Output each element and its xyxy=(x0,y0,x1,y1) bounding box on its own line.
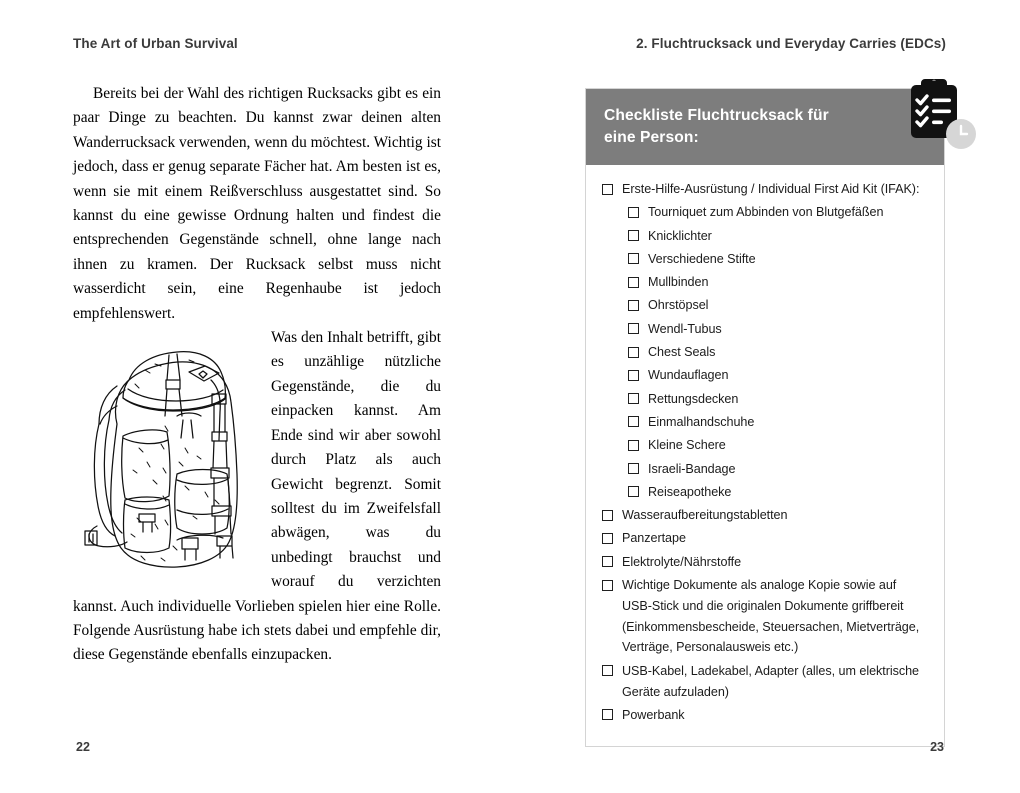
clock-icon xyxy=(945,118,977,150)
checklist-item-label: Panzertape xyxy=(622,531,686,546)
checkbox-icon[interactable] xyxy=(628,323,639,334)
checklist-item[interactable] xyxy=(602,705,928,726)
checklist-item-label: Reiseapotheke xyxy=(648,484,732,499)
checkbox-icon[interactable] xyxy=(628,277,639,288)
checkbox-icon[interactable] xyxy=(628,463,639,474)
page-number-left: 22 xyxy=(76,740,90,754)
checklist-item-label: Powerbank xyxy=(622,707,685,722)
checklist-item[interactable] xyxy=(628,459,928,480)
checklist-item-label: Rettungsdecken xyxy=(648,391,739,406)
body-paragraph-1: Bereits bei der Wahl des richtigen Rucksacks gibt es ein paar Dinge zu beachten. Du kannst zwar deinen alten Wanderrucksack verwenden, wenn du möchtest. Wichtig ist jedoch, dass er genug separate Fächer hat. Am besten ist es, wenn sie mit einem Reißverschluss ausgestattet sind. So kannst du eine gewisse Ordnung halten und findest die entsprechenden Gegenstände schnell, ohne lange nach ihnen zu kramen. Der Rucksack selbst muss nicht wasserdicht sein, eine Regenhaube ist jedoch empfehlenswert. xyxy=(73,85,441,322)
checklist-item[interactable] xyxy=(602,505,928,526)
checklist-items xyxy=(602,179,928,726)
checklist-item[interactable] xyxy=(602,179,928,200)
checklist-item-label: Israeli-Bandage xyxy=(648,461,736,476)
checklist-item-label: Elektrolyte/Nährstoffe xyxy=(622,554,742,569)
body-paragraph-2: Was den Inhalt betrifft, gibt es unzählige nützliche Gegenstände, die du einpacken kannst. Am Ende sind wir aber sowohl durch Platz als auch Gewicht begrenzt. Somit solltest du im Zweifelsfall abwägen, was du unbedingt brauchst und worauf du verzichten kannst. Auch individuelle Vorlieben spielen hier eine Rolle. Folgende Ausrüstung habe ich stets dabei und empfehle dir, diese Gegenstände ebenfalls einzupacken. xyxy=(73,329,441,664)
checkbox-icon[interactable] xyxy=(628,393,639,404)
checkbox-icon[interactable] xyxy=(628,370,639,381)
checklist-item[interactable] xyxy=(628,435,928,456)
checkbox-icon[interactable] xyxy=(602,580,613,591)
checkbox-icon[interactable] xyxy=(628,440,639,451)
checklist-item-label: Wasseraufbereitungstabletten xyxy=(622,508,788,523)
checkbox-icon[interactable] xyxy=(628,207,639,218)
checklist-item[interactable] xyxy=(628,319,928,340)
checkbox-icon[interactable] xyxy=(628,347,639,358)
checklist-item[interactable] xyxy=(602,661,928,703)
checklist-item[interactable] xyxy=(628,482,928,503)
checklist-item[interactable] xyxy=(628,249,928,270)
checklist-header xyxy=(586,89,944,165)
checklist-item-label: Ohrstöpsel xyxy=(648,298,709,313)
page-number-right: 23 xyxy=(930,740,944,754)
checklist-item-label: Erste-Hilfe-Ausrüstung / Individual First Aid Kit (IFAK): xyxy=(622,182,920,196)
checkbox-icon[interactable] xyxy=(602,665,613,676)
checkbox-icon[interactable] xyxy=(628,253,639,264)
checklist-item-label: Wundauflagen xyxy=(648,368,729,383)
checklist-item[interactable] xyxy=(628,202,928,223)
checklist-item[interactable] xyxy=(628,412,928,433)
checklist-item[interactable] xyxy=(628,389,928,410)
checklist-item[interactable] xyxy=(628,365,928,386)
checklist-icon-group xyxy=(905,74,981,150)
checkbox-icon[interactable] xyxy=(628,486,639,497)
checklist-body xyxy=(586,165,944,746)
checkbox-icon[interactable] xyxy=(602,556,613,567)
checklist-item-label: Kleine Schere xyxy=(648,438,726,453)
checkbox-icon[interactable] xyxy=(602,510,613,521)
running-head-right: 2. Fluchtrucksack und Everyday Carries (EDCs) xyxy=(636,36,946,51)
checkbox-icon[interactable] xyxy=(602,533,613,544)
checklist-item-label: Einmalhandschuhe xyxy=(648,414,755,429)
checklist-item-label: Knicklichter xyxy=(648,228,712,243)
checklist-item[interactable] xyxy=(628,342,928,363)
checklist-item-label: Wichtige Dokumente als analoge Kopie sowie auf USB-Stick und die originalen Dokumente griffbereit (Einkommensbescheide, Steuersachen, Mietverträge, Verträge, Personalausweis etc.) xyxy=(622,578,920,655)
checkbox-icon[interactable] xyxy=(628,300,639,311)
checklist-item-label: Verschiedene Stifte xyxy=(648,251,756,266)
checkbox-icon[interactable] xyxy=(628,230,639,241)
checkbox-icon[interactable] xyxy=(628,416,639,427)
checkbox-icon[interactable] xyxy=(602,184,613,195)
checkbox-icon[interactable] xyxy=(602,709,613,720)
checklist-item-label: Chest Seals xyxy=(648,345,716,360)
checklist-item[interactable] xyxy=(628,295,928,316)
checklist-item[interactable] xyxy=(628,272,928,293)
checklist-item[interactable] xyxy=(628,226,928,247)
checklist-item[interactable] xyxy=(602,552,928,573)
left-page-text-column xyxy=(73,82,441,668)
backpack-illustration xyxy=(73,328,265,580)
checklist-item-label: Wendl-Tubus xyxy=(648,321,722,336)
checklist-item[interactable] xyxy=(602,528,928,549)
checklist-item-label: USB-Kabel, Ladekabel, Adapter (alles, um elektrische Geräte aufzuladen) xyxy=(622,663,920,699)
checklist-title: Checkliste Fluchtrucksack für eine Person: xyxy=(604,107,829,146)
checklist-item-label: Mullbinden xyxy=(648,275,709,290)
checklist-card xyxy=(585,88,945,747)
checklist-item[interactable] xyxy=(602,575,928,658)
checklist-item-label: Tourniquet zum Abbinden von Blutgefäßen xyxy=(648,205,884,220)
running-head-left: The Art of Urban Survival xyxy=(73,36,238,51)
